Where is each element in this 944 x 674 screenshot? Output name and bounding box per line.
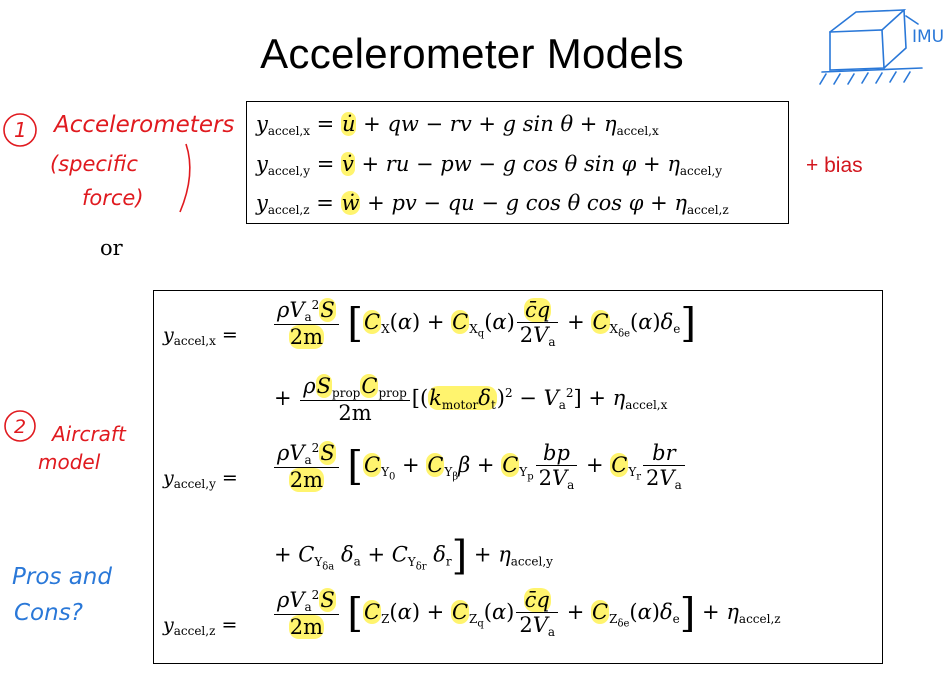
eq2-y-lhs: $y_{accel,y}$ = xyxy=(163,467,238,491)
imu-label: IMU xyxy=(912,27,944,47)
annotation-2-number: 2 xyxy=(14,416,27,438)
eq2-z-rhs: $\frac{\rho V_a^2S}{2m}$ [$C_Z(\alpha) + C_{Z_q}(\alpha)$ $\frac{c̄q}{2V_a}$ + $C_{Z_{\delta e}}(\alpha)\delta_e] + \eta_{accel,z}$ xyxy=(272,588,781,639)
eq2-x-lhs: $y_{accel,x}$ = xyxy=(163,324,238,348)
annotation-2-line2: model xyxy=(38,450,101,474)
annotation-2-line1: Aircraft xyxy=(52,422,126,446)
pros-cons-line1: Pros and xyxy=(12,564,112,590)
v-dot-highlight: v̇ xyxy=(341,152,354,176)
annotation-1-line3: force) xyxy=(82,186,144,210)
eq1-accel-x: $y_{accel,x}$ = u̇ + qw − rv + g $\sin \theta + \eta_{accel,x}$ xyxy=(256,112,659,138)
eq2-z-lhs: $y_{accel,z}$ = xyxy=(163,614,238,638)
eq2-y-rhs: $\frac{\rho V_a^2S}{2m}$ [$C_{Y_0} + C_{Y_\beta}\beta + C_{Y_p}$ $\frac{bp}{2V_a}$ + $C_{Y_r}$ $\frac{br}{2V_a}$ xyxy=(272,441,687,492)
annotation-1-line1: Accelerometers xyxy=(54,112,235,138)
eq1-accel-z: $y_{accel,z}$ = ẇ + pv − qu − g cos θ $\cos \varphi + \eta_{accel,z}$ xyxy=(256,191,729,217)
eq2-y-control-term: + $C_{Y_{\delta a}}$ $\delta_a + C_{Y_{\delta r}}$ $\delta_r] + \eta_{accel,y}$ xyxy=(274,533,553,579)
slide-title: Accelerometer Models xyxy=(260,30,684,77)
bias-note: + bias xyxy=(806,154,863,177)
or-text: or xyxy=(100,236,123,260)
imu-box-sketch-icon xyxy=(812,2,944,90)
eq2-x-prop-term: + $\frac{\rho S_{prop}C_{prop}}{2m}$ $[(k_{motor}\delta_t)^2 - V_a^2] + \eta_{accel,x}$ xyxy=(274,374,668,425)
annotation-1-number: 1 xyxy=(14,118,27,142)
pros-cons-line2: Cons? xyxy=(14,600,83,626)
annotation-1-line2: (specific xyxy=(50,152,138,176)
u-dot-highlight: u̇ xyxy=(341,112,356,136)
eq2-x-rhs: $\frac{\rho V_a^2S}{2m}$ [$C_X(\alpha) + C_{X_q}(\alpha)$ $\frac{c̄q}{2V_a}$ + $C_{X_{\delta e}}(\alpha)\delta_e$] xyxy=(272,298,696,349)
w-dot-highlight: ẇ xyxy=(341,191,360,215)
annotation-2-circle xyxy=(0,406,40,446)
frac-rho-v2-s-x: $\frac{\rho V_a^2S}{2m}$ xyxy=(274,298,339,349)
eq1-accel-y: $y_{accel,y}$ = v̇ + ru − pw − g cos θ $\sin \varphi + \eta_{accel,y}$ xyxy=(256,152,723,178)
